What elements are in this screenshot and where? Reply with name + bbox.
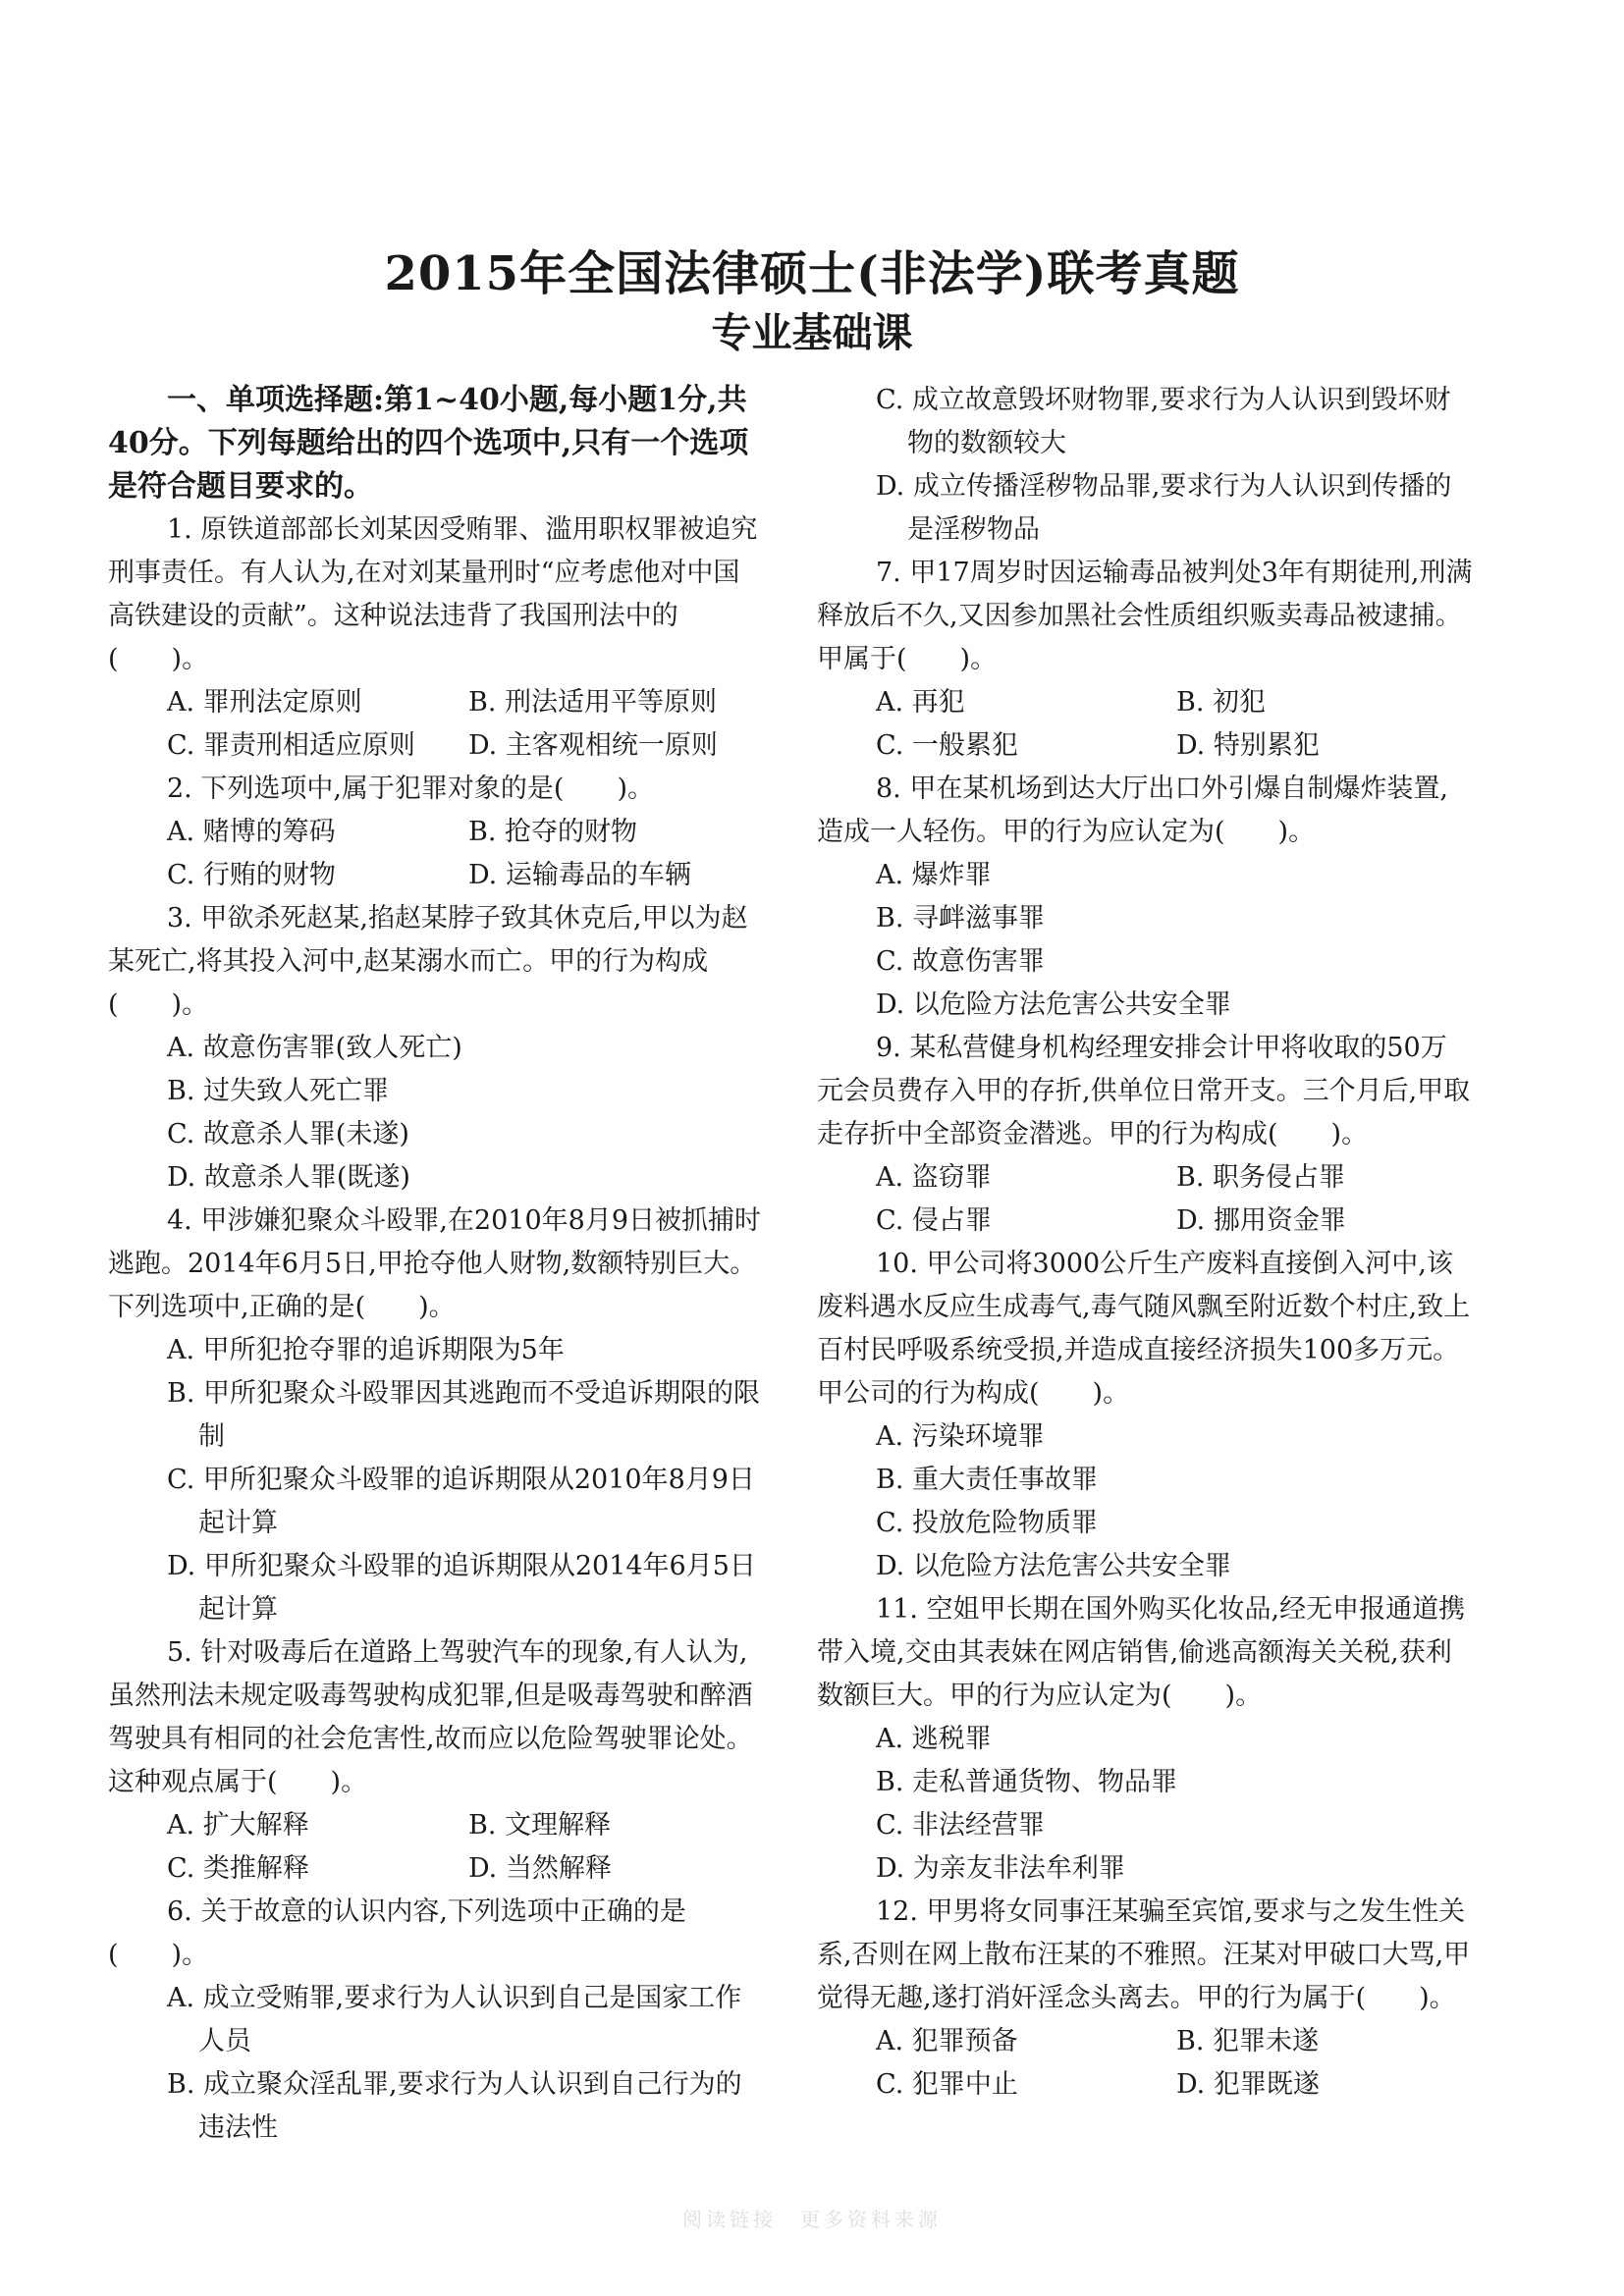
option-a: A. 爆炸罪	[876, 860, 992, 890]
option-d: D. 挪用资金罪	[1176, 1205, 1346, 1236]
question-12	[817, 1891, 1473, 2107]
question-stem: 6. 关于故意的认识内容,下列选项中正确的是( )。	[108, 1896, 686, 1970]
question-11	[817, 1588, 1473, 1891]
option-c: C. 侵占罪	[876, 1205, 992, 1236]
right-column	[817, 379, 1473, 2107]
option-c: C. 甲所犯聚众斗殴罪的追诉期限从2010年8月9日起计算	[167, 1465, 755, 1538]
question-8	[817, 768, 1473, 1027]
option-b: B. 犯罪未遂	[1176, 2026, 1320, 2056]
section-heading: 一、单项选择题:第1~40小题,每小题1分,共40分。下列每题给出的四个选项中,只有一个选项是符合题目要求的。	[108, 383, 749, 504]
option-b: B. 重大责任事故罪	[876, 1465, 1099, 1495]
question-4	[108, 1200, 766, 1631]
option-d: D. 以危险方法危害公共安全罪	[876, 1551, 1231, 1581]
question-3	[108, 897, 766, 1200]
options	[817, 681, 1473, 768]
option-a: A. 盗窃罪	[876, 1162, 992, 1193]
options	[108, 1977, 766, 2150]
option-b: B. 成立聚众淫乱罪,要求行为人认识到自己行为的违法性	[167, 2069, 742, 2143]
option-d: D. 主客观相统一原则	[468, 730, 718, 761]
option-c: C. 行贿的财物	[167, 860, 336, 890]
question-stem: 11. 空姐甲长期在国外购买化妆品,经无申报通道携带入境,交由其表妹在网店销售,偷逃高额海关关税,获利数额巨大。甲的行为应认定为( )。	[817, 1594, 1466, 1711]
question-stem: 1. 原铁道部部长刘某因受贿罪、滥用职权罪被追究刑事责任。有人认为,在对刘某量刑时“应考虑他对中国高铁建设的贡献”。这种说法违背了我国刑法中的( )。	[108, 514, 758, 674]
question-9	[817, 1027, 1473, 1243]
options	[817, 2020, 1473, 2107]
question-6	[108, 1891, 766, 2150]
options	[108, 811, 766, 897]
options	[108, 681, 766, 768]
option-c: C. 故意伤害罪	[876, 946, 1045, 977]
question-5	[108, 1631, 766, 1891]
page-title: 2015年全国法律硕士(非法学)联考真题	[384, 246, 1240, 301]
options	[817, 1718, 1473, 1891]
option-d: D. 故意杀人罪(既遂)	[167, 1162, 410, 1193]
option-d: D. 当然解释	[468, 1853, 612, 1884]
option-a: A. 逃税罪	[876, 1724, 992, 1754]
option-b: B. 刑法适用平等原则	[468, 687, 718, 718]
question-stem: 4. 甲涉嫌犯聚众斗殴罪,在2010年8月9日被抓捕时逃跑。2014年6月5日,甲抢夺他人财物,数额特别巨大。下列选项中,正确的是( )。	[108, 1205, 761, 1322]
option-b: B. 抢夺的财物	[468, 817, 638, 847]
option-b: B. 初犯	[1176, 687, 1267, 718]
option-c: C. 非法经营罪	[876, 1810, 1045, 1841]
option-a: A. 故意伤害罪(致人死亡)	[167, 1033, 462, 1063]
option-a: A. 罪刑法定原则	[167, 687, 362, 718]
option-a: A. 污染环境罪	[876, 1421, 1045, 1452]
option-a: A. 再犯	[876, 687, 965, 718]
option-c: C. 故意杀人罪(未遂)	[167, 1119, 409, 1149]
option-b: B. 文理解释	[468, 1810, 612, 1841]
options	[108, 1329, 766, 1631]
options	[817, 1415, 1473, 1588]
option-a: A. 赌博的筹码	[167, 817, 336, 847]
question-2	[108, 768, 766, 897]
option-c: C. 罪责刑相适应原则	[167, 730, 415, 761]
option-b: B. 职务侵占罪	[1176, 1162, 1346, 1193]
option-d: D. 甲所犯聚众斗殴罪的追诉期限从2014年6月5日起计算	[167, 1551, 756, 1625]
option-b: B. 寻衅滋事罪	[876, 903, 1046, 934]
option-b: B. 过失致人死亡罪	[167, 1076, 390, 1106]
option-d: D. 成立传播淫秽物品罪,要求行为人认识到传播的是淫秽物品	[876, 471, 1452, 545]
question-stem: 9. 某私营健身机构经理安排会计甲将收取的50万元会员费存入甲的存折,供单位日常开支。三个月后,甲取走存折中全部资金潜逃。甲的行为构成( )。	[817, 1033, 1471, 1149]
option-b: B. 走私普通货物、物品罪	[876, 1767, 1178, 1797]
option-d: D. 犯罪既遂	[1176, 2069, 1320, 2100]
question-6-continued	[817, 379, 1473, 552]
options	[108, 1027, 766, 1200]
option-b: B. 甲所犯聚众斗殴罪因其逃跑而不受追诉期限的限制	[167, 1378, 761, 1452]
question-stem: 2. 下列选项中,属于犯罪对象的是( )。	[167, 774, 654, 804]
options	[817, 379, 1473, 552]
question-7	[817, 552, 1473, 768]
option-c: C. 投放危险物质罪	[876, 1508, 1098, 1538]
option-c: C. 成立故意毁坏财物罪,要求行为人认识到毁坏财物的数额较大	[876, 385, 1451, 458]
question-stem: 10. 甲公司将3000公斤生产废料直接倒入河中,该废料遇水反应生成毒气,毒气随风飘至附近数个村庄,致上百村民呼吸系统受损,并造成直接经济损失100多万元。甲公司的行为构成( )。	[817, 1249, 1471, 1409]
option-d: D. 为亲友非法牟利罪	[876, 1853, 1125, 1884]
option-d: D. 以危险方法危害公共安全罪	[876, 989, 1231, 1020]
options	[108, 1804, 766, 1891]
option-a: A. 犯罪预备	[876, 2026, 1018, 2056]
option-c: C. 一般累犯	[876, 730, 1018, 761]
option-a: A. 成立受贿罪,要求行为人认识到自己是国家工作人员	[167, 1983, 742, 2056]
option-d: D. 运输毒品的车辆	[468, 860, 691, 890]
question-stem: 12. 甲男将女同事汪某骗至宾馆,要求与之发生性关系,否则在网上散布汪某的不雅照。汪某对甲破口大骂,甲觉得无趣,遂打消奸淫念头离去。甲的行为属于( )。	[817, 1896, 1471, 2013]
question-10	[817, 1243, 1473, 1588]
option-c: C. 犯罪中止	[876, 2069, 1018, 2100]
option-a: A. 甲所犯抢夺罪的追诉期限为5年	[167, 1335, 565, 1365]
option-c: C. 类推解释	[167, 1853, 309, 1884]
question-stem: 7. 甲17周岁时因运输毒品被判处3年有期徒刑,刑满释放后不久,又因参加黑社会性质组织贩卖毒品被逮捕。甲属于( )。	[817, 558, 1473, 674]
question-stem: 3. 甲欲杀死赵某,掐赵某脖子致其休克后,甲以为赵某死亡,将其投入河中,赵某溺水而亡。甲的行为构成( )。	[108, 903, 748, 1020]
option-d: D. 特别累犯	[1176, 730, 1320, 761]
question-stem: 5. 针对吸毒后在道路上驾驶汽车的现象,有人认为,虽然刑法未规定吸毒驾驶构成犯罪,但是吸毒驾驶和醉酒驾驶具有相同的社会危害性,故而应以危险驾驶罪论处。这种观点属于( )。	[108, 1637, 753, 1797]
page-subtitle: 专业基础课	[711, 309, 913, 356]
question-1	[108, 508, 766, 768]
left-column	[108, 379, 766, 2150]
footer-watermark: 阅读链接 更多资料来源	[682, 2208, 942, 2231]
options	[817, 854, 1473, 1027]
question-stem: 8. 甲在某机场到达大厅出口外引爆自制爆炸装置,造成一人轻伤。甲的行为应认定为( )。	[817, 774, 1448, 847]
options	[817, 1156, 1473, 1243]
option-a: A. 扩大解释	[167, 1810, 309, 1841]
